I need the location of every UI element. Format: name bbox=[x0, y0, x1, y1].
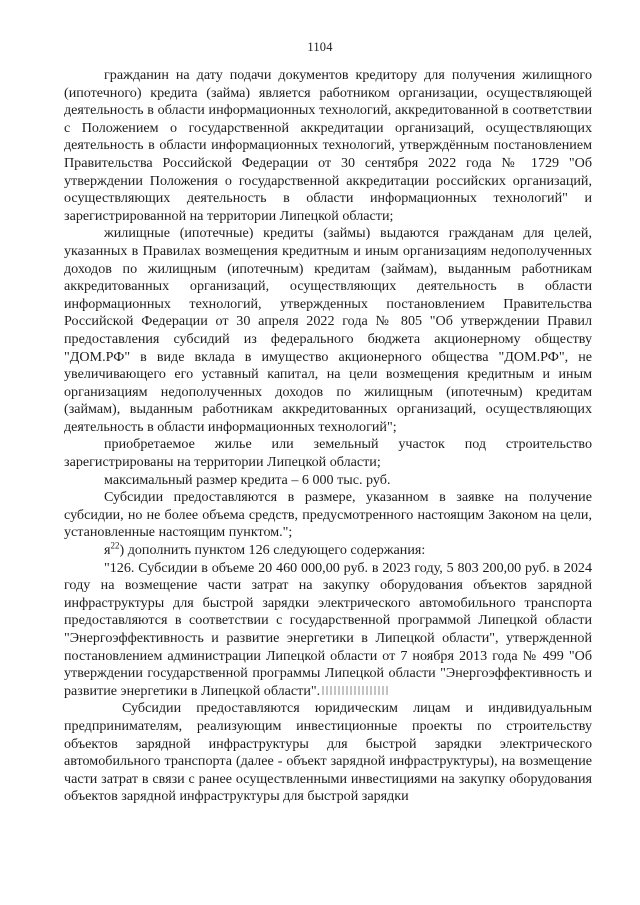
document-body bbox=[64, 67, 592, 806]
paragraph-subsidy-recipients: Субсидии предоставляются юридическим лицам и индивидуальным предпринимателям, реализующим инвестиционные проекты по строительству объектов зарядной инфраструктуры для быстрой зарядки электрического автомобильного транспорта (далее - объект зарядной инфраструктуры), на возмещение части затрат в связи с ранее осуществленными инвестициями на закупку оборудования объектов зарядной инфраструктуры для быстрой зарядки bbox=[64, 700, 592, 805]
amendment-text: ) дополнить пунктом 126 следующего содержания: bbox=[119, 542, 426, 559]
paragraph-amendment-intro bbox=[64, 542, 592, 560]
paragraph-item-126 bbox=[64, 560, 592, 701]
paragraph-subsidy-amount: Субсидии предоставляются в размере, указанном в заявке на получение субсидии, но не более объема средств, предусмотренного настоящим Законом на цели, установленные настоящим пунктом."; bbox=[64, 489, 592, 541]
amendment-superscript: 22 bbox=[110, 540, 120, 551]
amendment-letter: я bbox=[104, 542, 111, 559]
page-number: 1104 bbox=[307, 40, 333, 54]
paragraph-loan-purposes: жилищные (ипотечные) кредиты (займы) выдаются гражданам для целей, указанных в Правилах возмещения кредитным и иным организациям недополученных доходов по жилищным (ипотечным) кредитам (займам), выданным работникам аккредитованных организаций, осуществляющих деятельность в области информационных технологий, утвержденных постановлением Правительства Российской Федерации от 30 апреля 2022 года № 805 "Об утверждении Правил предоставления субсидий из федерального бюджета акционерному обществу "ДОМ.РФ" в виде вклада в имущество акционерного общества "ДОМ.РФ", не увеличивающего его уставный капитал, на цели возмещения кредитным и иным организациям недополученных доходов по жилищным (ипотечным) кредитам (займам), выданным работникам аккредитованных организаций, осуществляющих деятельность в области информационных технологий"; bbox=[64, 225, 592, 435]
paragraph-it-accreditation-condition: гражданин на дату подачи документов кредитору для получения жилищного (ипотечного) кредита (займа) является работником организации, осуществляющей деятельность в области информационных технологий, аккредитованной в соответствии с Положением о государственной аккредитации организаций, осуществляющих деятельность в области информационных технологий, утверждённым постановлением Правительства Российской Федерации от 30 сентября 2022 года № 1729 "Об утверждении Положения о государственной аккредитации российских организаций, осуществляющих деятельность в области информационных технологий" и зарегистрированной на территории Липецкой области; bbox=[64, 67, 592, 224]
item-126-text: "126. Субсидии в объеме 20 460 000,00 руб. в 2023 году, 5 803 200,00 руб. в 2024 году на возмещение части затрат на закупку оборудования объектов зарядной инфраструктуры для быстрой зарядки электрического автомобильного транспорта предоставляются в соответствии с государственной программой Липецкой области "Энергоэффективность и развитие энергетики в Липецкой области", утвержденной постановлением администрации Липецкой области от 7 ноября 2013 года № 499 "Об утверждении государственной программы Липецкой области "Энергоэффективность и развитие энергетики в Липецкой области". bbox=[64, 559, 592, 699]
faint-stamp-mark bbox=[322, 686, 388, 695]
paragraph-housing-location: приобретаемое жилье или земельный участок под строительство зарегистрированы на территории Липецкой области; bbox=[64, 436, 592, 471]
paragraph-max-loan-amount: максимальный размер кредита – 6 000 тыс. руб. bbox=[104, 471, 391, 488]
